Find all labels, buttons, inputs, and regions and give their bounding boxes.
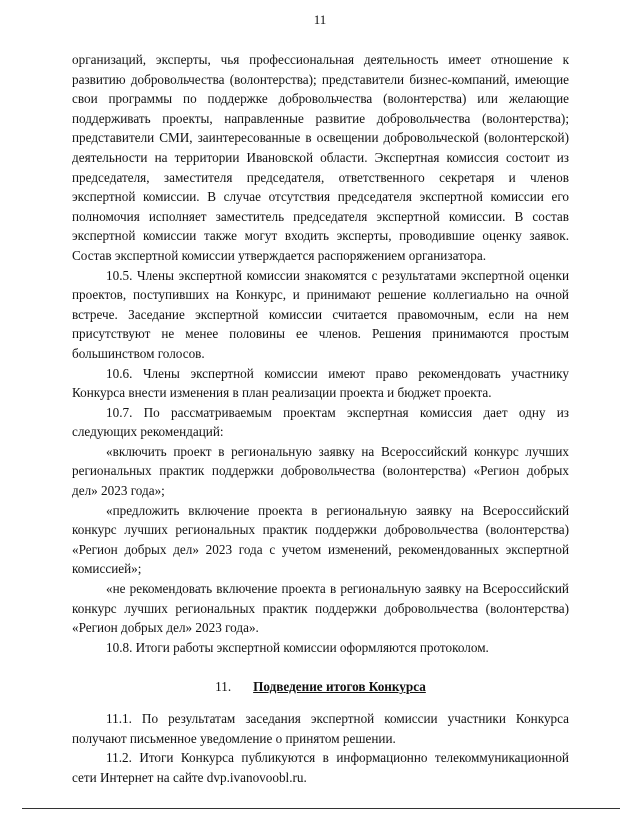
paragraph-10-5: 10.5. Члены экспертной комиссии знакомятся с результатами экспертной оценки проектов, поступивших на Конкурс, и принимают решение коллегиально на очной встрече. Заседание экспертной комиссии считается правомочным, если на нем присутствуют не менее половины ее членов. Решения принимаются простым большинством голосов. <box>72 267 569 361</box>
recommendation-include-with-changes: «предложить включение проекта в региональную заявку на Всероссийский конкурс лучших региональных практик поддержки добровольчества (волонтерства) «Регион добрых дел» 2023 года с учетом изменений, рекомендованных экспертной комиссией»; <box>72 502 569 577</box>
paragraph-experts-composition: организаций, эксперты, чья профессиональная деятельность имеет отношение к развитию добровольчества (волонтерства); представители бизнес-компаний, имеющие свои программы по поддержке добровольчества (волонтерства) или желающие поддерживать проекты, направленные развитие добровольчества (волонтерства); представители СМИ, заинтересованные в освещении добровольческой (волонтерской) деятельности на территории Ивановской области. Экспертная комиссия состоит из председателя, заместителя председателя, ответственного секретаря и членов экспертной комиссии. В случае отсутствия председателя экспертной комиссии его полномочия исполняет заместитель председателя экспертной комиссии. В состав экспертной комиссии также могут входить эксперты, проводившие оценку заявок. Состав экспертной комиссии утверждается распоряжением организатора. <box>72 52 569 263</box>
section-heading <box>72 677 569 697</box>
footer-divider <box>22 808 620 809</box>
page-number: 11 <box>313 12 327 27</box>
paragraph-11-2: 11.2. Итоги Конкурса публикуются в информационно телекоммуникационной сети Интернет на сайте dvp.ivanovoobl.ru. <box>72 750 569 785</box>
document-body <box>72 50 569 787</box>
paragraph-10-8: 10.8. Итоги работы экспертной комиссии оформляются протоколом. <box>106 639 489 655</box>
paragraph-10-6: 10.6. Члены экспертной комиссии имеют право рекомендовать участнику Конкурса внести изменения в план реализации проекта и бюджет проекта. <box>72 365 569 401</box>
recommendation-not-include: «не рекомендовать включение проекта в региональную заявку на Всероссийский конкурс лучших региональных практик поддержки добровольчества (волонтерства) «Регион добрых дел» 2023 года». <box>72 581 569 636</box>
paragraph-11-1: 11.1. По результатам заседания экспертной комиссии участники Конкурса получают письменное уведомление о принятом решении. <box>72 711 569 746</box>
section-number: 11. <box>215 679 232 695</box>
paragraph-10-7: 10.7. По рассматриваемым проектам экспертная комиссия дает одну из следующих рекомендаций: <box>72 404 569 440</box>
recommendation-include: «включить проект в региональную заявку на Всероссийский конкурс лучших региональных практик поддержки добровольчества (волонтерства) «Регион добрых дел» 2023 года»; <box>72 443 569 499</box>
section-title: Подведение итогов Конкурса <box>253 679 426 695</box>
